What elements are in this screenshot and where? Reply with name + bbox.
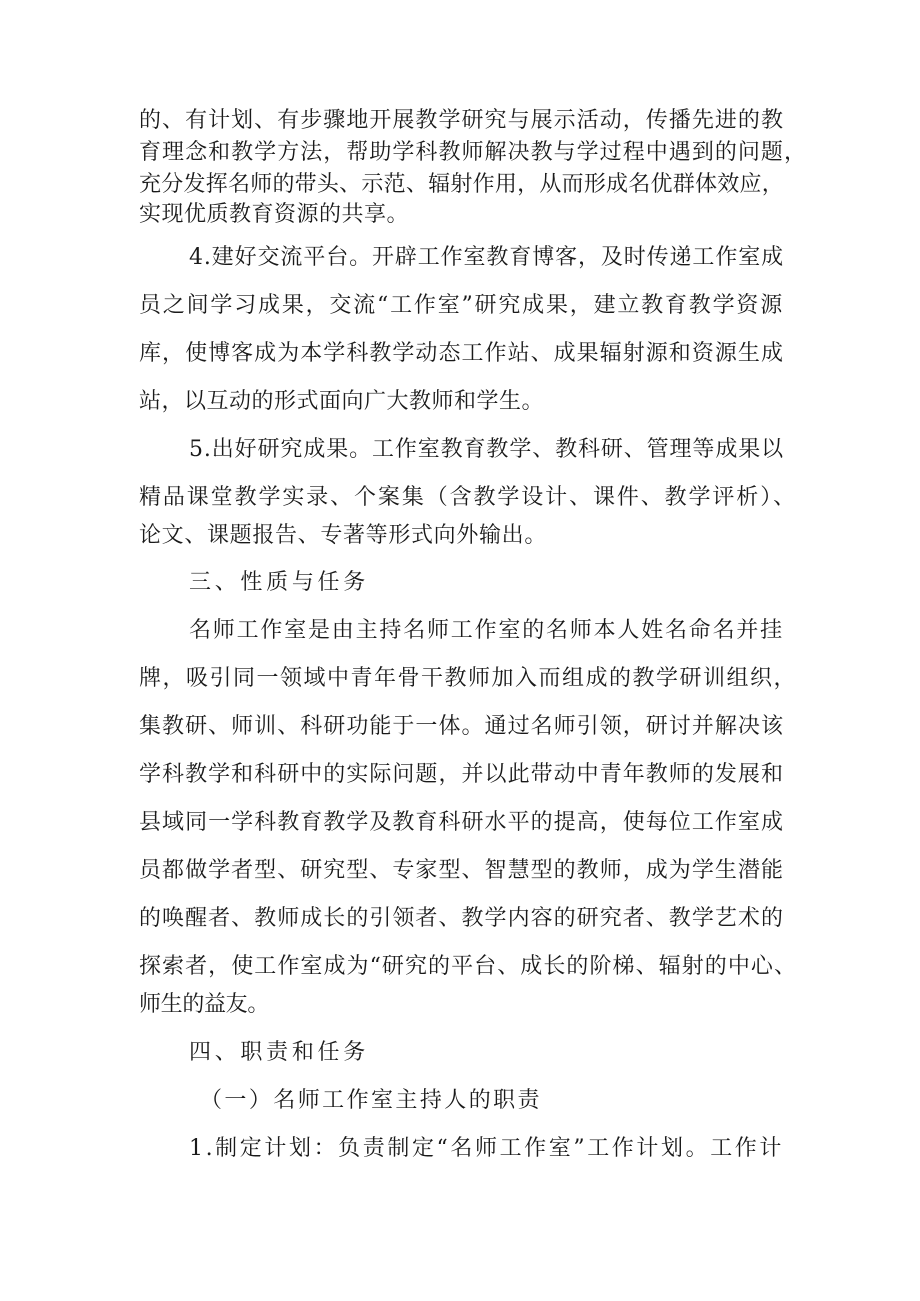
text-line: 精品课堂教学实录、个案集（含教学设计、课件、教学评析）、 — [139, 485, 797, 510]
section-heading: 四、职责和任务 — [189, 1040, 369, 1065]
text-line: 的、有计划、有步骤地开展教学研究与展示活动，传播先进的教 — [139, 108, 784, 133]
text-line: 员之间学习成果，交流“工作室”研究成果，建立教育教学资源 — [139, 293, 784, 318]
text-line: 师生的益友。 — [139, 992, 269, 1017]
text-line: 县域同一学科教育教学及教育科研水平的提高，使每位工作室成 — [139, 810, 784, 835]
text-line: 库，使博客成为本学科教学动态工作站、成果辐射源和资源生成 — [139, 341, 784, 366]
text-line: 名师工作室是由主持名师工作室的名师本人姓名命名并挂 — [189, 618, 784, 643]
text-line: 实现优质教育资源的共享。 — [139, 202, 409, 227]
text-line: 1.制定计划：负责制定“名师工作室”工作计划。工作计 — [189, 1136, 784, 1161]
text-line: 探索者，使工作室成为“研究的平台、成长的阶梯、辐射的中心、 — [139, 954, 797, 979]
text-line: 学科教学和科研中的实际问题，并以此带动中青年教师的发展和 — [139, 762, 784, 787]
text-line: 论文、课题报告、专著等形式向外输出。 — [139, 523, 547, 548]
text-line: 4.建好交流平台。开辟工作室教育博客，及时传递工作室成 — [189, 245, 784, 270]
text-line: 5.出好研究成果。工作室教育教学、教科研、管理等成果以 — [189, 437, 784, 462]
subsection-heading: （一）名师工作室主持人的职责 — [200, 1088, 542, 1113]
text-line: 育理念和教学方法，帮助学科教师解决教与学过程中遇到的问题， — [139, 140, 807, 165]
text-line: 牌，吸引同一领域中青年骨干教师加入而组成的教学研训组织， — [139, 666, 797, 691]
section-heading: 三、性质与任务 — [189, 570, 369, 595]
text-line: 员都做学者型、研究型、专家型、智慧型的教师，成为学生潜能 — [139, 858, 784, 883]
text-line: 集教研、师训、科研功能于一体。通过名师引领，研讨并解决该 — [139, 714, 784, 739]
text-line: 的唤醒者、教师成长的引领者、教学内容的研究者、教学艺术的 — [139, 906, 784, 931]
text-line: 充分发挥名师的带头、示范、辐射作用，从而形成名优群体效应， — [139, 172, 784, 197]
text-line: 站，以互动的形式面向广大教师和学生。 — [139, 389, 544, 414]
